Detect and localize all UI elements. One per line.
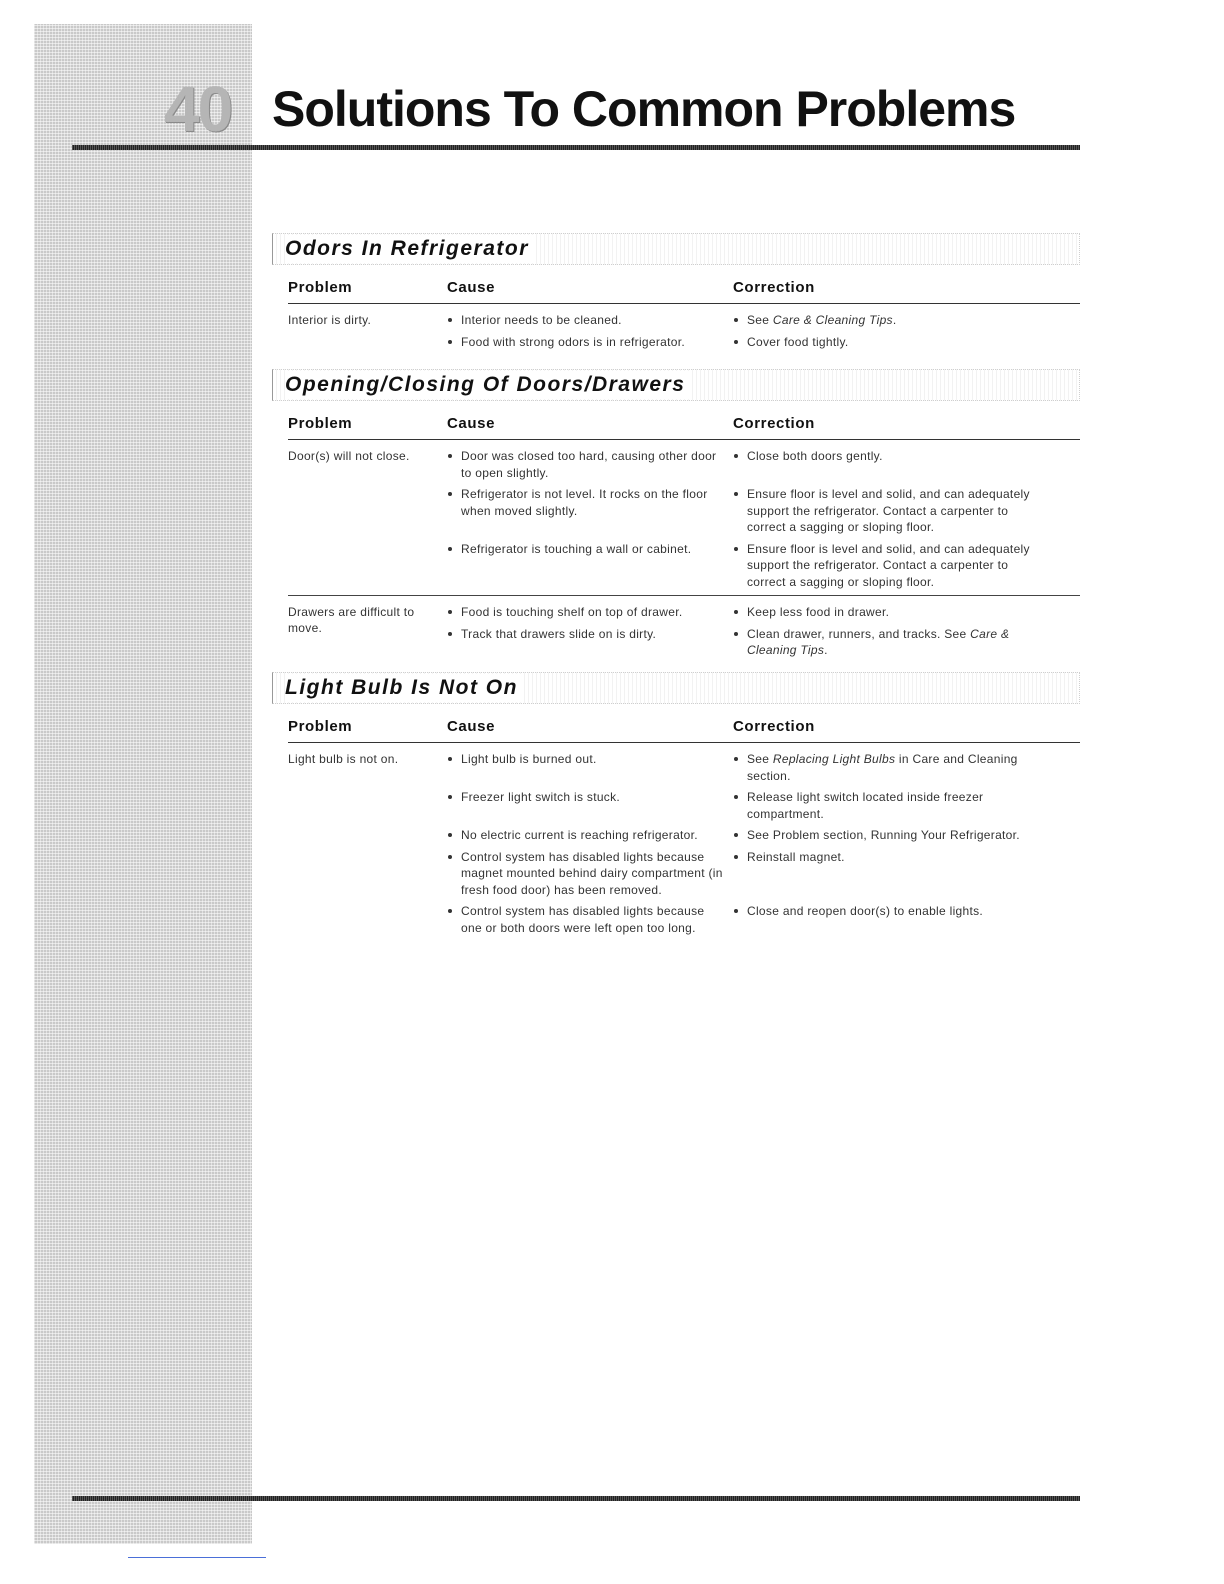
bullet-icon xyxy=(734,795,738,799)
table-row xyxy=(447,789,1080,822)
table-row xyxy=(447,626,1080,659)
problem-text: Light bulb is not on. xyxy=(288,752,399,766)
column-headers xyxy=(288,415,1080,440)
bullet-icon xyxy=(734,610,738,614)
section-title: Opening/Closing Of Doors/Drawers xyxy=(285,371,691,399)
column-header-problem: Problem xyxy=(288,279,353,296)
problem-group xyxy=(288,595,1080,659)
section-light-bulb xyxy=(272,672,1080,941)
correction-cell: See Replacing Light Bulbs in Care and Cleaning section. xyxy=(733,751,1047,784)
correction-cell: Close both doors gently. xyxy=(733,448,1047,481)
column-header-cause: Cause xyxy=(447,279,496,296)
column-header-problem: Problem xyxy=(288,718,353,735)
section-doors-drawers xyxy=(272,369,1080,664)
bullet-icon xyxy=(448,340,452,344)
bullet-icon xyxy=(448,610,452,614)
bullet-icon xyxy=(448,757,452,761)
column-headers xyxy=(288,279,1080,304)
table-row xyxy=(447,541,1080,591)
cause-cell: No electric current is reaching refrigerator. xyxy=(447,827,723,844)
bullet-icon xyxy=(734,632,738,636)
column-header-cause: Cause xyxy=(447,718,496,735)
page-number: 40 xyxy=(164,73,232,145)
correction-cell: Cover food tightly. xyxy=(733,334,1047,351)
bullet-icon xyxy=(734,547,738,551)
section-header xyxy=(272,233,1080,265)
correction-cell: Close and reopen door(s) to enable lights. xyxy=(733,903,1047,936)
section-header xyxy=(272,672,1080,704)
sidebar-pattern xyxy=(34,24,252,1544)
problem-group xyxy=(288,743,1080,936)
correction-cell: Release light switch located inside freezer compartment. xyxy=(733,789,1047,822)
cause-cell: Interior needs to be cleaned. xyxy=(447,312,723,329)
correction-cell: Ensure floor is level and solid, and can adequately support the refrigerator. Contact a carpenter to correct a sagging or sloping floor. xyxy=(733,541,1047,591)
cause-cell: Refrigerator is not level. It rocks on the floor when moved slightly. xyxy=(447,486,723,536)
bullet-icon xyxy=(734,318,738,322)
bullet-icon xyxy=(448,492,452,496)
cause-cell: Food with strong odors is in refrigerator. xyxy=(447,334,723,351)
problem-group xyxy=(288,440,1080,590)
column-header-correction: Correction xyxy=(733,279,815,296)
correction-cell: See Care & Cleaning Tips. xyxy=(733,312,1047,329)
cause-cell: Control system has disabled lights because one or both doors were left open too long. xyxy=(447,903,723,936)
bullet-icon xyxy=(448,909,452,913)
column-header-correction: Correction xyxy=(733,718,815,735)
bullet-icon xyxy=(734,909,738,913)
cause-cell: Freezer light switch is stuck. xyxy=(447,789,723,822)
bullet-icon xyxy=(448,795,452,799)
correction-cell: Keep less food in drawer. xyxy=(733,604,1047,621)
header-rule xyxy=(72,145,1080,150)
section-title: Odors In Refrigerator xyxy=(285,235,535,263)
problem-group xyxy=(288,304,1080,350)
bullet-icon xyxy=(448,855,452,859)
bullet-icon xyxy=(448,833,452,837)
cause-cell: Light bulb is burned out. xyxy=(447,751,723,784)
correction-cell: See Problem section, Running Your Refrigerator. xyxy=(733,827,1047,844)
correction-cell: Ensure floor is level and solid, and can adequately support the refrigerator. Contact a carpenter to correct a sagging or sloping floor. xyxy=(733,486,1047,536)
problem-text: Door(s) will not close. xyxy=(288,449,410,463)
table-row xyxy=(447,604,1080,621)
column-header-cause: Cause xyxy=(447,415,496,432)
table-row xyxy=(447,312,1080,329)
cause-cell: Door was closed too hard, causing other door to open slightly. xyxy=(447,448,723,481)
table-row xyxy=(447,827,1080,844)
bullet-icon xyxy=(734,855,738,859)
bullet-icon xyxy=(448,318,452,322)
cause-cell: Control system has disabled lights because magnet mounted behind dairy compartment (in fresh food door) has been removed. xyxy=(447,849,723,899)
table-row xyxy=(447,903,1080,936)
footer-underline xyxy=(128,1557,266,1558)
cause-cell: Track that drawers slide on is dirty. xyxy=(447,626,723,659)
column-header-problem: Problem xyxy=(288,415,353,432)
table-row xyxy=(447,448,1080,481)
correction-cell: Reinstall magnet. xyxy=(733,849,1047,899)
bullet-icon xyxy=(734,492,738,496)
bullet-icon xyxy=(734,454,738,458)
column-headers xyxy=(288,718,1080,743)
bullet-icon xyxy=(734,340,738,344)
section-odors xyxy=(272,233,1080,355)
table-row xyxy=(447,751,1080,784)
bullet-icon xyxy=(734,833,738,837)
problem-text: Drawers are difficult to move. xyxy=(288,605,415,635)
column-header-correction: Correction xyxy=(733,415,815,432)
table-row xyxy=(447,849,1080,899)
section-header xyxy=(272,369,1080,401)
problem-text: Interior is dirty. xyxy=(288,313,372,327)
table-row xyxy=(447,334,1080,351)
table-row xyxy=(447,486,1080,536)
cause-cell: Food is touching shelf on top of drawer. xyxy=(447,604,723,621)
correction-cell: Clean drawer, runners, and tracks. See Care & Cleaning Tips. xyxy=(733,626,1047,659)
bullet-icon xyxy=(448,632,452,636)
bullet-icon xyxy=(448,454,452,458)
section-title: Light Bulb Is Not On xyxy=(285,674,524,702)
footer-rule xyxy=(72,1496,1080,1501)
page-title: Solutions To Common Problems xyxy=(272,81,1016,137)
cause-cell: Refrigerator is touching a wall or cabinet. xyxy=(447,541,723,591)
bullet-icon xyxy=(734,757,738,761)
bullet-icon xyxy=(448,547,452,551)
